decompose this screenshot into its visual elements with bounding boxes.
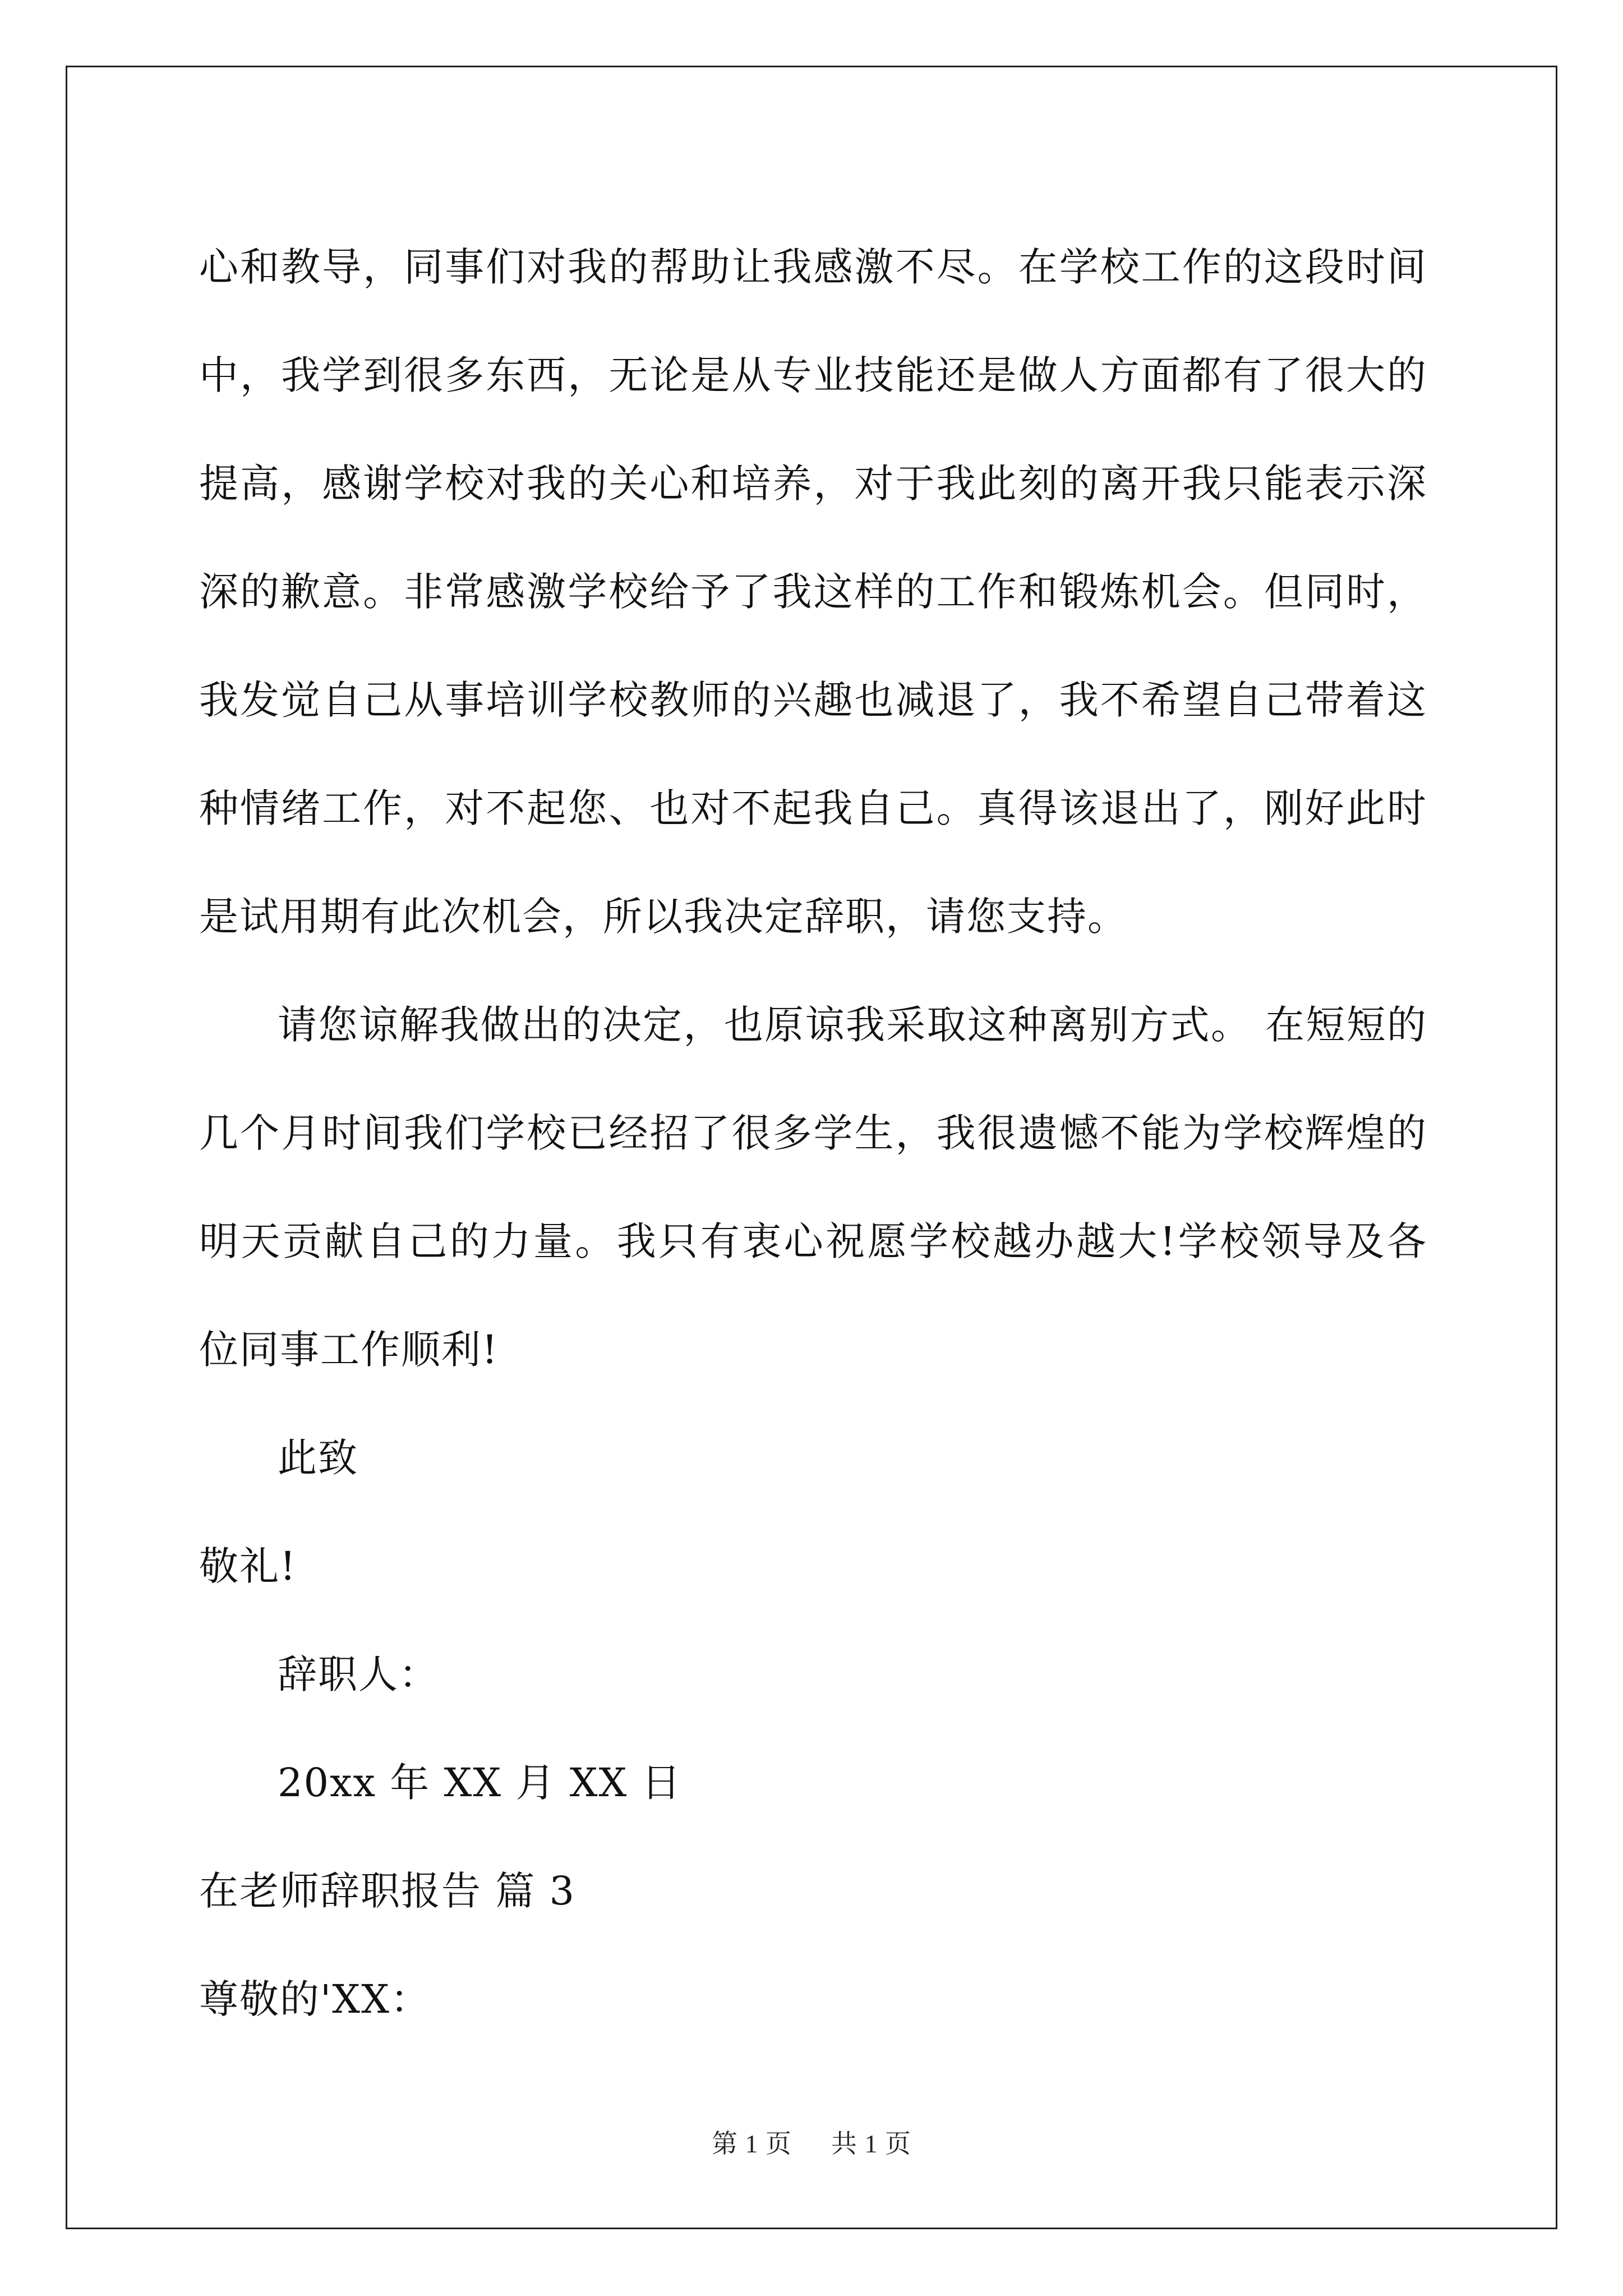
closing-salutation: 此致	[278, 1435, 358, 1481]
document-body	[199, 213, 1427, 2054]
closing-regards: 敬礼!	[199, 1543, 297, 1589]
date-line: 20xx 年 XX 月 XX 日	[278, 1760, 682, 1806]
section-heading: 在老师辞职报告 篇 3	[199, 1868, 576, 1914]
body-paragraph-2: 请您谅解我做出的决定，也原谅我采取这种离别方式。 在短短的几个月时间我们学校已经招了很多学生，我很遗憾不能为学校辉煌的明天贡献自己的力量。我只有衷心祝愿学校越办越大!学校领导及各位同事工作顺利!	[199, 1002, 1427, 1373]
greeting-line: 尊敬的'XX：	[199, 1976, 431, 2022]
page-number: 第 1 页	[712, 2129, 792, 2158]
signature-label: 辞职人：	[278, 1651, 439, 1697]
body-paragraph-1: 心和教导，同事们对我的帮助让我感激不尽。在学校工作的这段时间中，我学到很多东西，无论是从专业技能还是做人方面都有了很大的提高，感谢学校对我的关心和培养，对于我此刻的离开我只能表示深深的歉意。非常感激学校给予了我这样的工作和锻炼机会。但同时，我发觉自己从事培训学校教师的兴趣也减退了，我不希望自己带着这种情绪工作，对不起您、也对不起我自己。真得该退出了，刚好此时是试用期有此次机会，所以我决定辞职，请您支持。	[199, 244, 1427, 940]
page-footer	[0, 2123, 1623, 2160]
page-total: 共 1 页	[831, 2129, 911, 2158]
